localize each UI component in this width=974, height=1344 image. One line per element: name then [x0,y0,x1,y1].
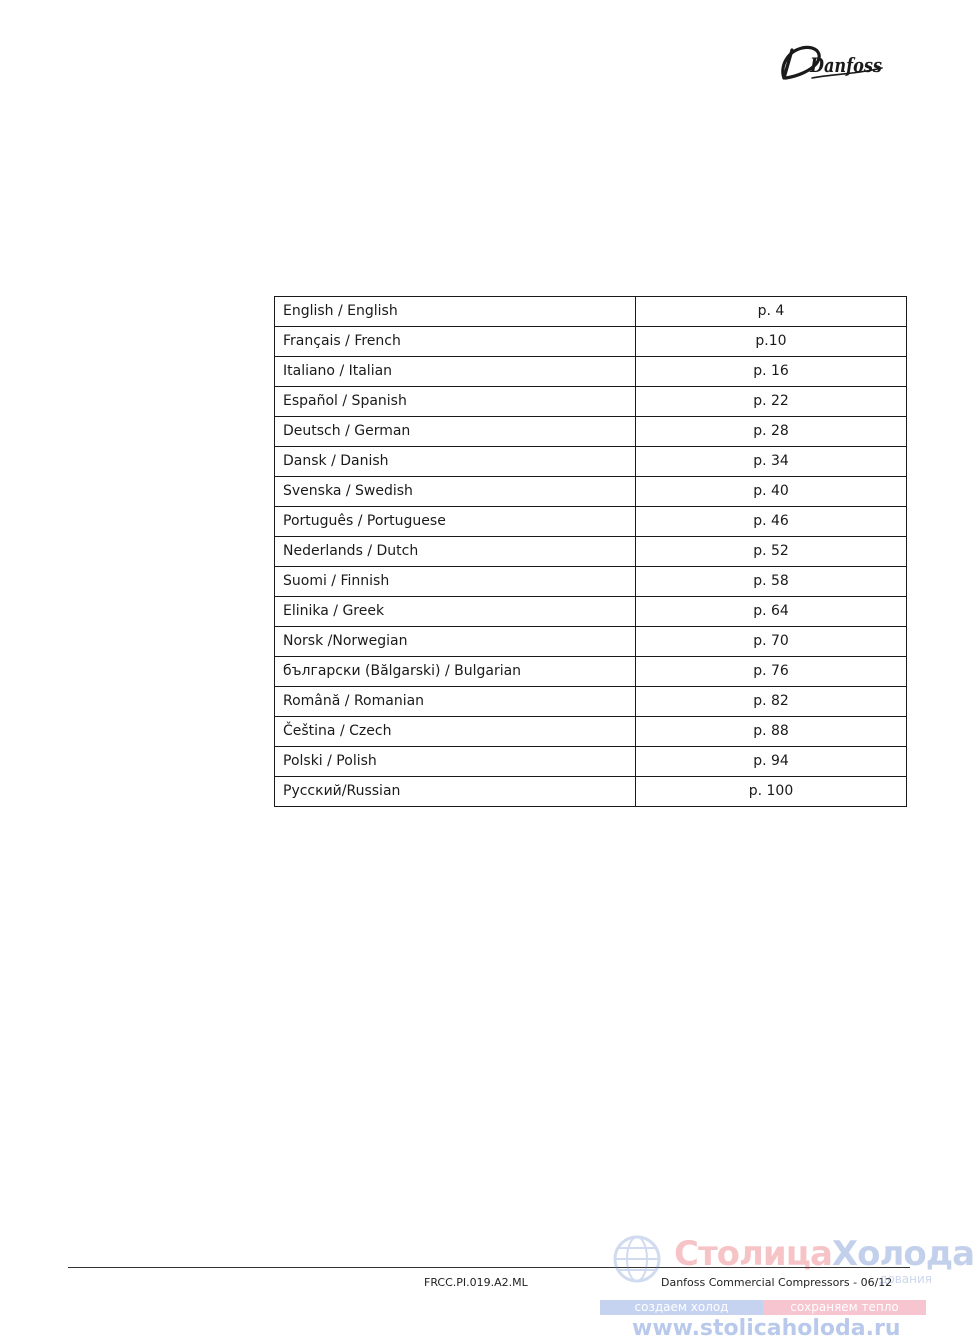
language-cell: Deutsch / German [275,417,636,447]
watermark-url: www.stolicaholoda.ru [632,1316,901,1341]
language-cell: Русский/Russian [275,777,636,807]
page-cell: p. 64 [636,597,907,627]
language-cell: Čeština / Czech [275,717,636,747]
language-cell: Română / Romanian [275,687,636,717]
table-row [275,357,907,387]
table-row [275,627,907,657]
table-row [275,417,907,447]
language-cell: Español / Spanish [275,387,636,417]
language-cell: Nederlands / Dutch [275,537,636,567]
watermark-title [674,1234,974,1274]
table-row [275,687,907,717]
table-row [275,657,907,687]
page-cell: p. 58 [636,567,907,597]
watermark-slogan-cold: создаем холод [600,1300,763,1315]
language-cell: Polski / Polish [275,747,636,777]
table-row [275,387,907,417]
language-cell: English / English [275,297,636,327]
watermark-slogan-warm: сохраняем тепло [763,1300,926,1315]
page-cell: p. 46 [636,507,907,537]
table-row [275,507,907,537]
page-cell: p. 16 [636,357,907,387]
language-cell: Norsk /Norwegian [275,627,636,657]
page-cell: p. 82 [636,687,907,717]
page-cell: p.10 [636,327,907,357]
page-cell: p. 76 [636,657,907,687]
watermark-title-part2: Холода [831,1234,974,1274]
watermark-subtitle: дования [879,1272,932,1286]
table-row [275,537,907,567]
table-row [275,747,907,777]
language-table-body [275,297,907,807]
watermark-title-part1: Столица [674,1234,832,1274]
language-cell: Français / French [275,327,636,357]
language-cell: Dansk / Danish [275,447,636,477]
watermark [600,1228,974,1344]
table-row [275,597,907,627]
footer-brand-line: Danfoss Commercial Compressors - 06/12 [661,1276,893,1289]
language-cell: Svenska / Swedish [275,477,636,507]
document-code: FRCC.PI.019.A2.ML [424,1276,528,1289]
language-cell: Suomi / Finnish [275,567,636,597]
table-row [275,477,907,507]
logo-wordmark: Danfoss [809,53,882,77]
table-row [275,447,907,477]
page-cell: p. 34 [636,447,907,477]
watermark-slogan-band [600,1300,926,1315]
table-row [275,297,907,327]
page-cell: p. 28 [636,417,907,447]
page-cell: p. 70 [636,627,907,657]
language-cell: български (Bălgarski) / Bulgarian [275,657,636,687]
page-cell: p. 52 [636,537,907,567]
language-cell: Italiano / Italian [275,357,636,387]
page-cell: p. 94 [636,747,907,777]
danfoss-logo [772,38,890,86]
table-row [275,777,907,807]
language-cell: Elinika / Greek [275,597,636,627]
page-cell: p. 100 [636,777,907,807]
language-cell: Português / Portuguese [275,507,636,537]
danfoss-logo-mark [772,38,890,86]
page-cell: p. 88 [636,717,907,747]
language-table [274,296,907,807]
table-row [275,717,907,747]
table-row [275,327,907,357]
page-cell: p. 40 [636,477,907,507]
page-cell: p. 4 [636,297,907,327]
table-row [275,567,907,597]
page-cell: p. 22 [636,387,907,417]
globe-icon [610,1232,664,1286]
